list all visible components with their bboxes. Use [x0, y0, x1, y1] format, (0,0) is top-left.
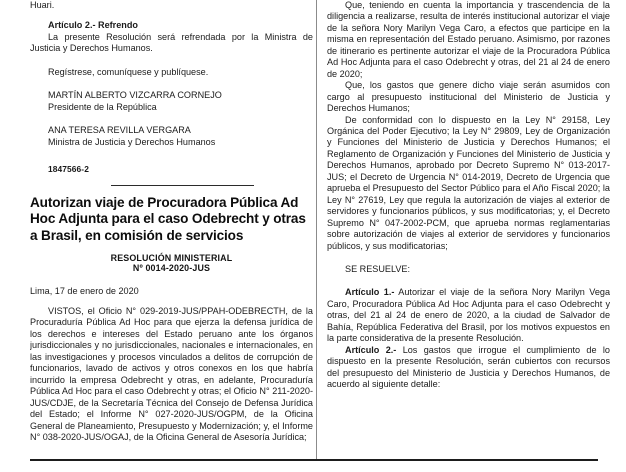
se-resuelve-label: SE RESUELVE:	[345, 263, 411, 274]
column-divider	[316, 0, 317, 460]
articulo1-paragraph	[327, 287, 610, 344]
articulo2-paragraph	[327, 345, 610, 391]
signatory-title-president: Presidente de la República	[48, 101, 157, 112]
articulo2-body: Los gastos que irrogue el cumplimiento de lo dispuesto en la presente Resolución, serán cubiertos con recursos del presupuesto del Ministerio de Justicia y Derechos Humanos, de acuerdo al siguiente detalle:	[327, 344, 610, 390]
resolution-label: RESOLUCIÓN MINISTERIAL	[110, 252, 233, 263]
headline-separator-rule	[111, 185, 254, 187]
articulo2-heading: Artículo 2.-	[345, 344, 397, 355]
document-code: 1847566-2	[48, 164, 89, 175]
bottom-separator-rule	[30, 459, 598, 461]
resolution-number: Nº 0014-2020-JUS	[132, 263, 211, 274]
considerando-paragraph-1: Que, teniendo en cuenta la importancia y trascendencia de la diligencia a realizarse, resulta de interés institucional autorizar el viaje de la señora Nory Marilyn Vega Caro, a efectos que participe en la misma en representación del Estado peruano. Asimismo, por razones de itinerario es pertinente autorizar el viaje de la Procuradora Pública Ad Hoc Adjunta para el caso Odebrecht y otras, del 21 al 24 de enero de 2020;	[327, 0, 610, 79]
continued-word: Huari.	[30, 0, 55, 10]
articulo2-refrendo-body: La presente Resolución será refrendada por la Ministra de Justicia y Derechos Humanos.	[30, 31, 313, 54]
articulo1-body: Autorizar el viaje de la señora Nory Marilyn Vega Caro, Procuradora Pública Ad Hoc Adjunta para el caso Odebrecht y otras, del 21 al 24 de enero de 2020, a la ciudad de Salvador de Bahía, República Federativa del Brasil, por los motivos expuestos en la parte considerativa de la presente Resolución.	[327, 287, 610, 344]
articulo2-refrendo-heading: Artículo 2.- Refrendo	[48, 20, 138, 31]
signatory-name-minister: ANA TERESA REVILLA VERGARA	[48, 125, 191, 136]
vistos-paragraph: VISTOS, el Oficio N° 029-2019-JUS/PPAH-ODEBRECTH, de la Procuraduría Pública Ad Hoc para que ejerza la defensa jurídica de los derechos e intereses del Estado peruano ante los órganos jurisdiccionales y no jurisdiccionales, nacionales e internacionales, en las investigaciones y procesos vinculados a delitos de corrupción de funcionarios, lavado de activos y otros conexos en los que habría incurrido la empresa Odebrecht y otras, en adelante, Procuraduría Pública Ad Hoc para el caso Odebrecht y otras; el Oficio N° 211-2020-JUS/CDJE, de la Secretaría Técnica del Consejo de Defensa Jurídica del Estado; el Informe N° 027-2020-JUS/OGPM, de la Oficina General de Planeamiento, Presupuesto y Modernización; y, el Informe N° 038-2020-JUS/OGAJ, de la Oficina General de Asesoría Jurídica;	[30, 306, 313, 442]
articulo1-heading: Artículo 1.-	[345, 287, 395, 298]
signatory-name-president: MARTÍN ALBERTO VIZCARRA CORNEJO	[48, 90, 222, 101]
left-column	[30, 0, 313, 472]
article-headline: Autorizan viaje de Procuradora Pública Ad Hoc Adjunta para el caso Odebrecht y otras a Brasil, en comisión de servicios	[30, 195, 306, 243]
signatory-title-minister: Ministra de Justicia y Derechos Humanos	[48, 136, 216, 147]
considerando-paragraph-2: Que, los gastos que genere dicho viaje serán asumidos con cargo al presupuesto institucional del Ministerio de Justicia y Derechos Humanos;	[327, 80, 610, 114]
registrese-line: Regístrese, comuníquese y publíquese.	[48, 66, 209, 77]
considerando-paragraph-3: De conformidad con lo dispuesto en la Ley N° 29158, Ley Orgánica del Poder Ejecutivo; la Ley N° 29809, Ley de Organización y Funciones del Ministerio de Justicia y Derechos Humanos; el Reglamento de Organización y Funciones del Ministerio de Justicia y Derechos Humanos, aprobado por Decreto Supremo N° 013-2017-JUS; el Decreto de Urgencia N° 014-2019, Decreto de Urgencia que aprueba el Presupuesto del Sector Público para el Año Fiscal 2020; la Ley N° 27619, Ley que regula la autorización de viajes al exterior de servidores y funcionarios públicos, y sus modificatorias; y, el Decreto Supremo N° 047-2002-PCM, que aprueba normas reglamentarias sobre autorización de viajes al exterior de servidores y funcionarios públicos, y sus modificatorias;	[327, 114, 610, 251]
place-and-date: Lima, 17 de enero de 2020	[30, 285, 139, 296]
right-column	[327, 0, 610, 472]
